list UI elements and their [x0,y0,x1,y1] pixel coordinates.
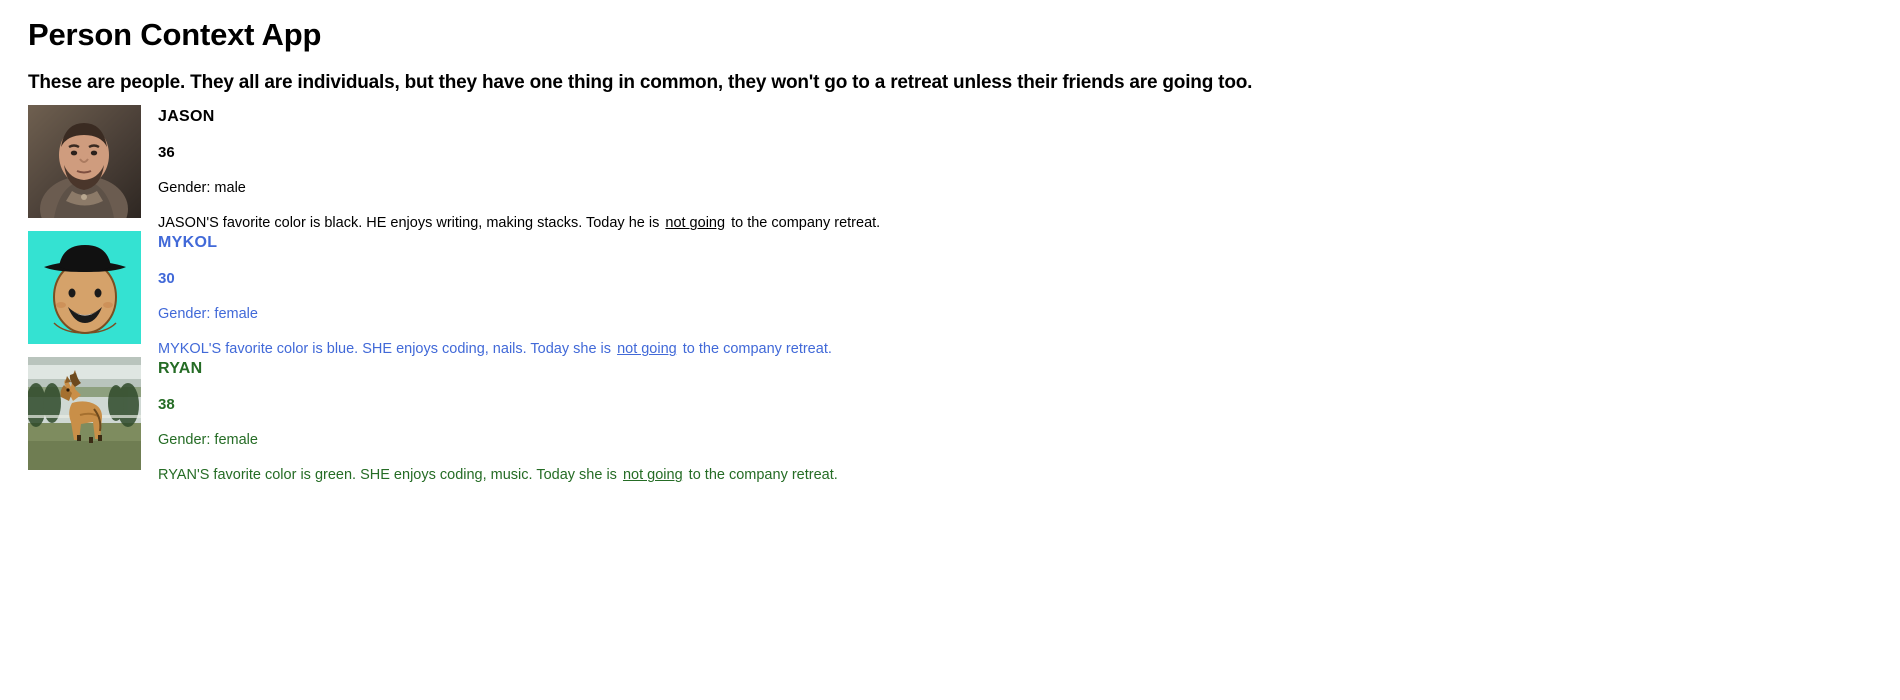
description-suffix: to the company retreat. [731,215,881,232]
person-details [158,105,1900,231]
person-description [158,342,1900,357]
photo-man-portrait-icon [28,105,141,218]
status-badge[interactable]: not going [617,341,677,358]
avatar [28,357,141,470]
page-subtitle: These are people. They all are individuals, but they have one thing in common, they won't go to a retreat unless their friends are going too. [28,72,1253,94]
person-list [28,105,1900,483]
list-item [28,357,1900,483]
person-age: 38 [158,395,175,413]
description-prefix: MYKOL'S favorite color is blue. SHE enjoys coding, nails. Today she is [158,341,612,358]
person-gender: Gender: male [158,179,246,196]
description-suffix: to the company retreat. [682,341,832,358]
status-badge[interactable]: not going [665,215,726,232]
person-details [158,231,1900,357]
page-title: Person Context App [28,17,322,52]
person-age: 30 [158,269,175,287]
status-badge[interactable]: not going [622,467,683,484]
person-name: MYKOL [158,233,218,251]
list-item [28,105,1900,231]
person-name: RYAN [158,359,203,377]
person-description [158,468,1900,483]
person-details [158,357,1900,483]
illustration-potato-hat-icon [28,231,141,344]
person-age: 36 [158,143,175,161]
person-name: JASON [158,107,215,125]
avatar [28,231,141,344]
avatar [28,105,141,218]
person-gender: Gender: female [158,431,258,448]
description-prefix: RYAN'S favorite color is green. SHE enjoys coding, music. Today she is [158,467,617,484]
list-item [28,231,1900,357]
description-suffix: to the company retreat. [688,467,838,484]
person-gender: Gender: female [158,305,258,322]
photo-horse-icon [28,357,141,470]
person-description [158,216,1900,231]
description-prefix: JASON'S favorite color is black. HE enjoys writing, making stacks. Today he is [158,215,660,232]
